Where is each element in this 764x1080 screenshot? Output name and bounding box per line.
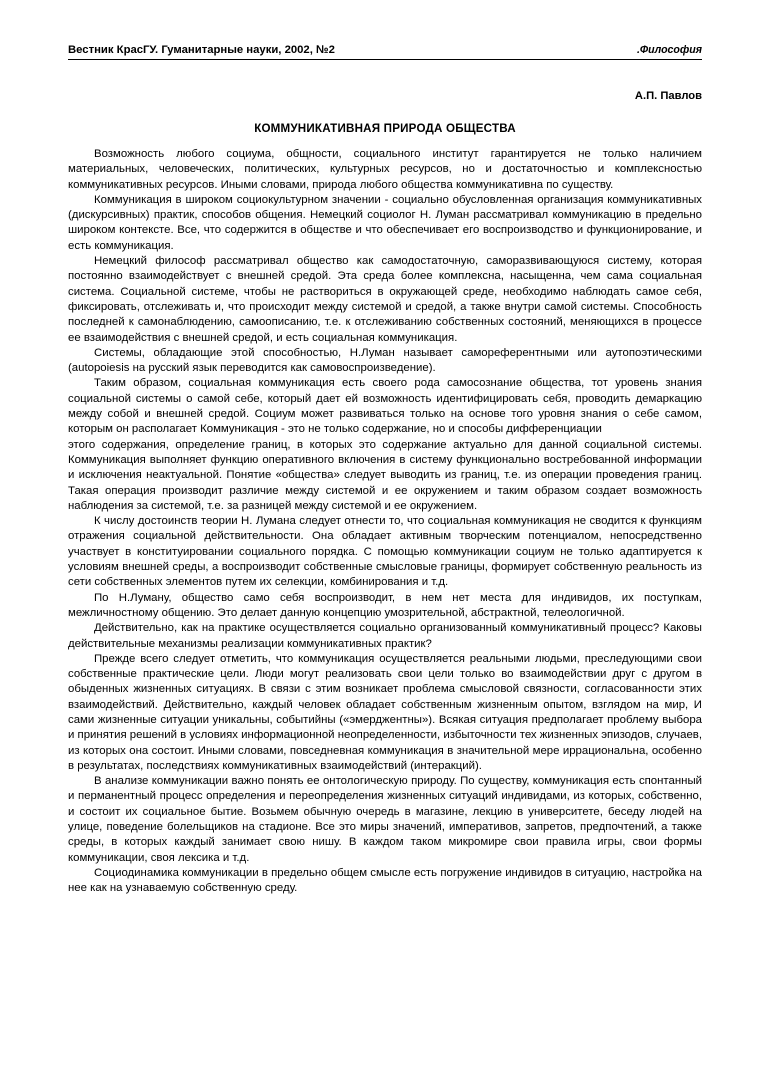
page-header bbox=[68, 44, 702, 60]
journal-title: Вестник КрасГУ. Гуманитарные науки, 2002, №2 bbox=[68, 44, 335, 56]
section-label: .Философия bbox=[636, 44, 702, 56]
paragraph: этого содержания, определение границ, в которых это содержание актуально для данной социальной системы. Коммуникация выполняет функцию оперативного включения в систему функционально востребованной информации и исключения неактуальной. Понятие «общества» следует выводить из границ, т.е. из операции проведения границ. Такая операция производит различие между системой и ее окружением и таким образом создает возможность наблюдения за системой, т.е. за разницей между системой и ее окружением. bbox=[68, 438, 702, 512]
paragraph: Возможность любого социума, общности, социального институт гарантируется не только наличием материальных, человеческих, политических, культурных ресурсов, но и достаточностью и комплексностью коммуникативных ресурсов. Иными словами, природа любого общества коммуникативна по существу. bbox=[68, 148, 702, 191]
author-name: А.П. Павлов bbox=[634, 90, 702, 102]
paragraph: В анализе коммуникации важно понять ее онтологическую природу. По существу, коммуникация есть спонтанный и перманентный процесс определения и переопределения жизненных ситуаций индивидами, из которых, собственно, и состоит их социальное бытие. Возьмем обычную очередь в магазине, лекцию в университете, беседу людей на улице, поведение болельщиков на стадионе. Все это миры значений, императивов, запретов, предпочтений, а также среды, в которых каждый занимает свою нишу. В каждом таком микромире свои правила игры, свои формы коммуникации, своя лексика и т.д. bbox=[68, 775, 702, 864]
paragraph: К числу достоинств теории Н. Лумана следует отнести то, что социальная коммуникация не сводится к функциям отражения социальной действительности. Она обладает активным творческим потенциалом, непосредственно участвует в конституировании социального порядка. С помощью коммуникации социум не только адаптируется к условиям внешней среды, а воспроизводит собственные смысловые границы, формирует собственную реальность из сети собственных элементов путем их селекции, комбинирования и т.д. bbox=[68, 515, 702, 589]
paragraph: Прежде всего следует отметить, что коммуникация осуществляется реальными людьми, преследующими свои собственные практические цели. Люди могут реализовать свои цели только во взаимодействии друг с другом в обыденных жизненных ситуациях. В связи с этим возникает проблема смысловой связности, согласованности этих взаимодействий. Действительно, каждый человек обладает собственным жизненным опытом, взглядом на мир, И сами жизненные ситуации уникальны, событийны («эмерджентны»). Всякая ситуация предполагает проблему выбора и принятия решений в условиях информационной неопределенности, избыточности тех жизненных эпизодов, случаев, из которых она состоит. Иными словами, повседневная коммуникация в значительной мере иррациональна, особенно в результатах, последствиях коммуникативных взаимодействий (интеракций). bbox=[68, 652, 702, 772]
paragraph: Коммуникация в широком социокультурном значении - социально обусловленная организация коммуникативных (дискурсивных) практик, способов общения. Немецкий социолог Н. Луман рассматривал коммуникацию в предельно широком контексте. Все, что содержится в обществе и что обеспечивает его воспроизводство и функционирование, и есть коммуникация. bbox=[68, 193, 702, 252]
paragraph: По Н.Луману, общество само себя воспроизводит, в нем нет места для индивидов, их поступкам, межличностному общению. Это делает данную концепцию умозрительной, абстрактной, телеологичной. bbox=[68, 591, 702, 619]
paragraph: Таким образом, социальная коммуникация есть своего рода самосознание общества, тот уровень знания социальной системы о самой себе, который дает ей возможность идентифицировать себя, проводить демаркацию между собой и внешней средой. Социум может развиваться только на основе того уровня знания о себе самом, которым он располагает Коммуникация - это не только содержание, но и способы дифференциации bbox=[68, 377, 702, 436]
paragraph: Немецкий философ рассматривал общество как самодостаточную, саморазвивающуюся систему, которая постоянно взаимодействует с внешней средой. Эта среда более комплексна, насыщенна, чем сама социальная система. Социальной системе, чтобы не раствориться в окружающей среде, необходимо наблюдать самое себя, фиксировать, отслеживать и, что происходит между системой и средой, а также внутри самой системы. Способность последней к самонаблюдению, самоописанию, т.е. к отслеживанию собственных состояний, меняющихся в процессе ее взаимодействия с внешней средой, и есть социальная коммуникация. bbox=[68, 255, 702, 344]
article-body bbox=[68, 147, 702, 897]
paragraph: Действительно, как на практике осуществляется социально организованный коммуникативный процесс? Каковы действительные механизмы реализации коммуникативных практик? bbox=[68, 622, 702, 650]
paragraph: Системы, обладающие этой способностью, Н.Луман называет самореферентными или аутопоэтическими (autopoiesis на русский язык переводится как самовоспроизведение). bbox=[68, 346, 702, 375]
article-title: КОММУНИКАТИВНАЯ ПРИРОДА ОБЩЕСТВА bbox=[254, 122, 516, 135]
paragraph: Социодинамика коммуникации в предельно общем смысле есть погружение индивидов в ситуацию, настройка на нее как на узнаваемую собственную среду. bbox=[68, 866, 702, 895]
